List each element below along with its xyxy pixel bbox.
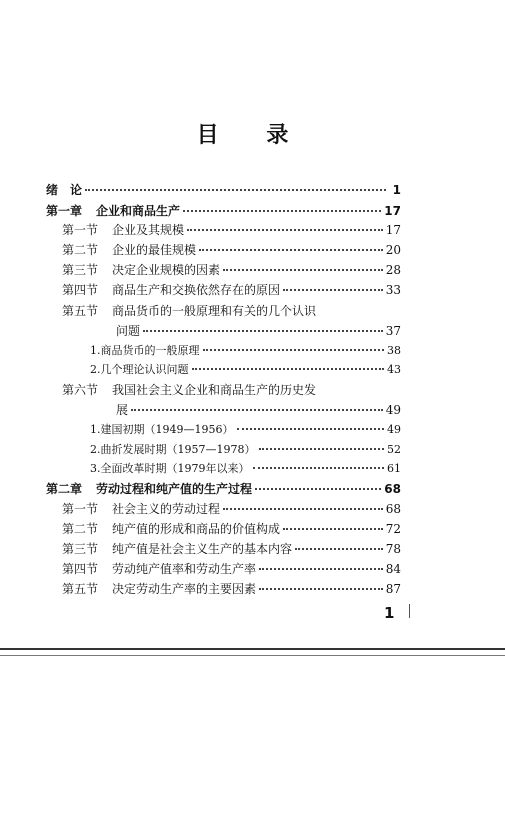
margin-mark xyxy=(409,604,410,618)
entry-title: 全面改革时期（1979年以来） xyxy=(100,462,250,475)
entry-page: 20 xyxy=(385,243,401,257)
entry-label: 第三节 xyxy=(62,542,99,556)
scan-edge-line xyxy=(0,655,505,656)
toc-entry-section xyxy=(62,561,401,577)
toc-entry-section xyxy=(62,521,401,537)
dot-leader xyxy=(199,249,383,251)
dot-leader xyxy=(143,330,383,332)
entry-page: 37 xyxy=(385,324,401,338)
entry-title: 商品生产和交换依然存在的原因 xyxy=(112,283,281,297)
entry-label: 第一节 xyxy=(62,223,99,237)
entry-title: 商品货币的一般原理 xyxy=(100,344,200,357)
dot-leader xyxy=(255,488,381,490)
entry-label: 第五节 xyxy=(62,582,99,596)
dot-leader xyxy=(203,349,385,351)
entry-page: 68 xyxy=(385,502,401,516)
dot-leader xyxy=(187,229,383,231)
entry-title: 商品货币的一般原理和有关的几个认识 xyxy=(112,304,317,318)
entry-label: 绪 论 xyxy=(46,183,83,197)
scan-edge-line xyxy=(0,648,505,650)
toc-entry-section xyxy=(62,303,401,319)
toc-entry-section xyxy=(62,242,401,258)
dot-leader xyxy=(295,548,383,550)
entry-title: 几个理论认识问题 xyxy=(100,363,189,376)
entry-label: 第二节 xyxy=(62,243,99,257)
dot-leader xyxy=(237,428,385,430)
dot-leader xyxy=(253,467,385,469)
entry-title: 劳动过程和纯产值的生产过程 xyxy=(96,482,253,496)
entry-page: 33 xyxy=(385,283,401,297)
dot-leader xyxy=(259,588,383,590)
entry-page: 78 xyxy=(385,542,401,556)
entry-label: 第四节 xyxy=(62,562,99,576)
dot-leader xyxy=(183,210,381,212)
entry-label: 1. xyxy=(90,344,101,357)
entry-title: 劳动纯产值率和劳动生产率 xyxy=(112,562,257,576)
toc-entry-introduction xyxy=(46,182,401,198)
toc-entry-chapter-2 xyxy=(46,481,401,497)
dot-leader xyxy=(283,289,383,291)
entry-title: 社会主义的劳动过程 xyxy=(112,502,221,516)
toc-entry-section xyxy=(62,262,401,278)
entry-label: 第一章 xyxy=(46,204,83,218)
entry-page: 61 xyxy=(387,462,401,475)
entry-page: 49 xyxy=(385,403,401,417)
toc-entry-section xyxy=(62,581,401,597)
entry-page: 43 xyxy=(387,363,401,376)
page-title: 目 录 xyxy=(196,123,309,148)
entry-title: 决定劳动生产率的主要因素 xyxy=(112,582,257,596)
entry-page: 84 xyxy=(385,562,401,576)
entry-title: 曲折发展时期（1957—1978） xyxy=(100,443,256,456)
entry-title: 建国初期（1949—1956） xyxy=(100,423,234,436)
entry-label: 第五节 xyxy=(62,304,99,318)
entry-title: 展 xyxy=(116,403,129,417)
entry-page: 17 xyxy=(384,204,401,218)
toc-entry-continuation xyxy=(116,323,401,339)
entry-label: 1. xyxy=(90,423,101,436)
entry-title: 问题 xyxy=(116,324,141,338)
toc-entry-continuation xyxy=(116,402,401,418)
toc-entry-section xyxy=(62,282,401,298)
dot-leader xyxy=(223,269,383,271)
entry-title: 企业和商品生产 xyxy=(96,204,181,218)
dot-leader xyxy=(223,508,383,510)
entry-label: 第二节 xyxy=(62,522,99,536)
entry-page: 72 xyxy=(385,522,401,536)
toc-entry-subsection xyxy=(90,461,401,477)
entry-label: 第三节 xyxy=(62,263,99,277)
toc-entry-chapter-1 xyxy=(46,203,401,219)
entry-page: 68 xyxy=(384,482,401,496)
toc-entry-section xyxy=(62,222,401,238)
entry-title: 纯产值的形成和商品的价值构成 xyxy=(112,522,281,536)
entry-label: 2. xyxy=(90,443,101,456)
entry-title: 决定企业规模的因素 xyxy=(112,263,221,277)
entry-page: 28 xyxy=(385,263,401,277)
dot-leader xyxy=(192,368,385,370)
toc-entry-subsection xyxy=(90,442,401,458)
toc-entry-section xyxy=(62,541,401,557)
entry-page: 87 xyxy=(385,582,401,596)
entry-title: 纯产值是社会主义生产的基本内容 xyxy=(112,542,293,556)
entry-page: 17 xyxy=(385,223,401,237)
entry-label: 第一节 xyxy=(62,502,99,516)
dot-leader xyxy=(85,189,386,191)
entry-title: 企业的最佳规模 xyxy=(112,243,197,257)
entry-page: 1 xyxy=(392,183,401,197)
dot-leader xyxy=(259,448,385,450)
entry-label: 第四节 xyxy=(62,283,99,297)
entry-title: 我国社会主义企业和商品生产的历史发 xyxy=(112,383,317,397)
toc-entry-section xyxy=(62,501,401,517)
entry-page: 52 xyxy=(387,443,401,456)
toc-entry-subsection xyxy=(90,422,401,438)
toc-entry-subsection xyxy=(90,362,401,378)
entry-page: 49 xyxy=(387,423,401,436)
entry-label: 第六节 xyxy=(62,383,99,397)
dot-leader xyxy=(131,409,383,411)
dot-leader xyxy=(259,568,383,570)
toc-entry-section xyxy=(62,382,401,398)
entry-label: 第二章 xyxy=(46,482,83,496)
entry-label: 3. xyxy=(90,462,101,475)
dot-leader xyxy=(283,528,383,530)
page-number: 1 xyxy=(384,604,395,622)
entry-title: 企业及其规模 xyxy=(112,223,185,237)
entry-page: 38 xyxy=(387,344,401,357)
entry-label: 2. xyxy=(90,363,101,376)
toc-entry-subsection xyxy=(90,343,401,359)
